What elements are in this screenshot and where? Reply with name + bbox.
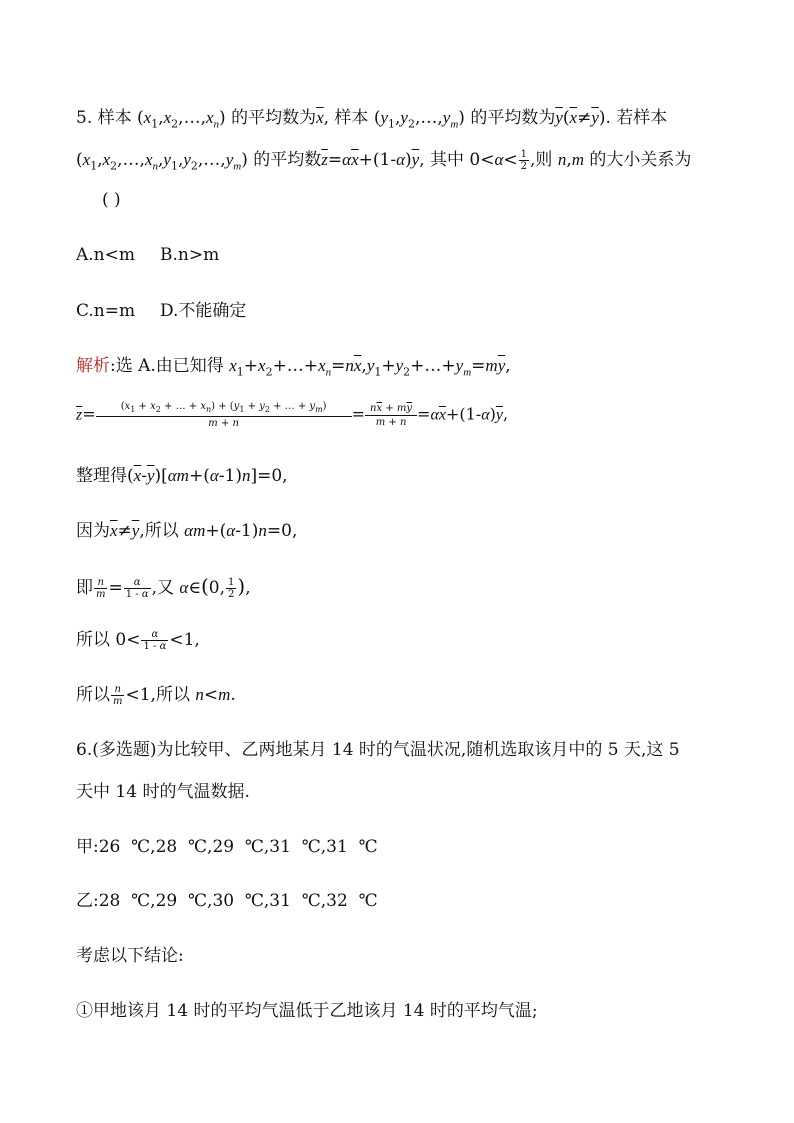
q5-option-c: C.n=m [76, 301, 136, 321]
solution-label: 解析 [76, 356, 110, 376]
q6-data-jia: 甲:26 ℃,28 ℃,29 ℃,31 ℃,31 ℃ [76, 837, 378, 857]
q5-option-d: D.不能确定 [160, 301, 247, 321]
solution-line2: $\overline{z}=$ $\frac{(x_1 + x_2 + \dots + x_n) + (y_1 + y_2 + \dots + y_m)}{m + n}$ = $\frac{n\overline{x} + m\overline{y}}{m + n}$ $=\alpha\overline{x}+(1-\alpha)\overline{y}$, [76, 401, 509, 429]
q5-line2: $(x_1,x_2,\dots,x_n,y_1,y_2,\dots,y_m)$ 的平均数$\overline{z}=\alpha\overline{x}+(1-\alpha)\overline{y}$, 其中 0<α< $\frac{1}{2}$ ,则 n,m 的大小关系为 [76, 149, 692, 173]
q5-line1: 5. 样本 $(x_1,x_2,\dots,x_n)$ 的平均数为$\overline{x}$, 样本 $(y_1,y_2,\dots,y_m)$ 的平均数为$\overline{y}(\overline{x}\ne\overline{y})$. 若样本 [76, 108, 668, 131]
solution-line3: 整理得$(\overline{x}-\overline{y})[\alpha m+(\alpha-1)n]=0$, [76, 466, 288, 486]
q6-consider: 考虑以下结论: [76, 946, 184, 966]
q6-conclusion-1: ①甲地该月 14 时的平均气温低于乙地该月 14 时的平均气温; [76, 1001, 538, 1021]
solution-line1: 解析:选 A.由已知得 $x_1+x_2+\dots+x_n=n\overline{x},y_1+y_2+\dots+y_m=m\overline{y}$, [76, 356, 511, 379]
q5-answer-blank: ( ) [102, 190, 121, 210]
solution-line6: 所以 0< $\frac{\alpha}{1 - \alpha}$ <1, [76, 629, 200, 652]
q6-data-yi: 乙:28 ℃,29 ℃,30 ℃,31 ℃,32 ℃ [76, 891, 378, 911]
solution-line4: 因为$\overline{x}\ne\overline{y}$,所以 αm+(α-1)n=0, [76, 521, 298, 541]
q5-option-b: B.n>m [160, 245, 220, 265]
solution-line7: 所以 $\frac{n}{m}$ <1,所以 n<m. [76, 684, 236, 707]
q6-line2: 天中 14 时的气温数据. [76, 782, 250, 802]
solution-line5: 即 $\frac{n}{m}$ = $\frac{\alpha}{1 - \alpha}$ ,又 α∈(0, $\frac{1}{2}$ ), [76, 574, 251, 600]
q6-line1: 6.(多选题)为比较甲、乙两地某月 14 时的气温状况,随机选取该月中的 5 天,这 5 [76, 740, 680, 760]
q5-option-a: A.n<m [76, 245, 135, 265]
